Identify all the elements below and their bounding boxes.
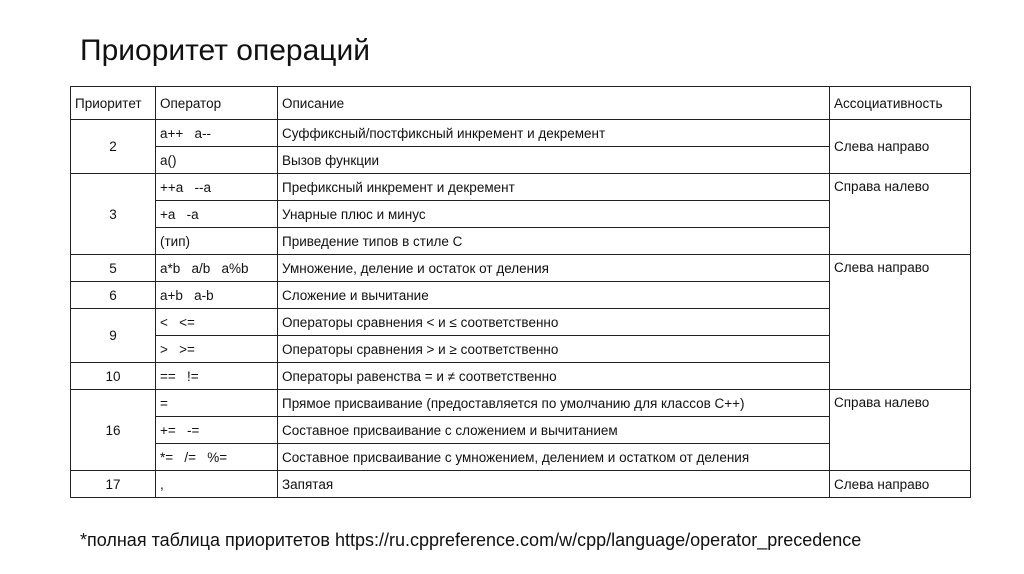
description-cell: Приведение типов в стиле C bbox=[278, 228, 830, 255]
operator-cell: a*b a/b a%b bbox=[156, 255, 278, 282]
description-cell: Вызов функции bbox=[278, 147, 830, 174]
description-cell: Умножение, деление и остаток от деления bbox=[278, 255, 830, 282]
associativity-cell: Справа налево bbox=[830, 174, 971, 255]
operator-cell: a++ a-- bbox=[156, 120, 278, 147]
priority-cell: 10 bbox=[71, 363, 156, 390]
operator-precedence-table bbox=[70, 86, 971, 498]
slide-title: Приоритет операций bbox=[80, 34, 370, 67]
operator-cell: , bbox=[156, 471, 278, 498]
operator-cell: < <= bbox=[156, 309, 278, 336]
description-cell: Префиксный инкремент и декремент bbox=[278, 174, 830, 201]
operator-cell: +a -a bbox=[156, 201, 278, 228]
description-cell: Операторы сравнения > и ≥ соответственно bbox=[278, 336, 830, 363]
operator-cell: > >= bbox=[156, 336, 278, 363]
operator-cell: a() bbox=[156, 147, 278, 174]
priority-cell: 17 bbox=[71, 471, 156, 498]
header-associativity: Ассоциативность bbox=[830, 87, 971, 120]
table-row bbox=[71, 174, 971, 201]
description-cell: Операторы сравнения < и ≤ соответственно bbox=[278, 309, 830, 336]
priority-cell: 6 bbox=[71, 282, 156, 309]
operator-cell: ++a --a bbox=[156, 174, 278, 201]
priority-cell: 2 bbox=[71, 120, 156, 174]
header-operator: Оператор bbox=[156, 87, 278, 120]
description-cell: Составное присваивание с сложением и вычитанием bbox=[278, 417, 830, 444]
description-cell: Прямое присваивание (предоставляется по умолчанию для классов C++) bbox=[278, 390, 830, 417]
associativity-cell: Слева направо bbox=[830, 471, 971, 498]
operator-cell: *= /= %= bbox=[156, 444, 278, 471]
header-description: Описание bbox=[278, 87, 830, 120]
description-cell: Суффиксный/постфиксный инкремент и декремент bbox=[278, 120, 830, 147]
description-cell: Составное присваивание с умножением, делением и остатком от деления bbox=[278, 444, 830, 471]
footnote: *полная таблица приоритетов https://ru.cppreference.com/w/cpp/language/operator_precedence bbox=[80, 530, 862, 550]
description-cell: Операторы равенства = и ≠ соответственно bbox=[278, 363, 830, 390]
table-row bbox=[71, 471, 971, 498]
priority-cell: 16 bbox=[71, 390, 156, 471]
table-row bbox=[71, 120, 971, 147]
associativity-cell: Слева направо bbox=[830, 255, 971, 390]
operator-cell: (тип) bbox=[156, 228, 278, 255]
priority-cell: 9 bbox=[71, 309, 156, 363]
associativity-cell: Справа налево bbox=[830, 390, 971, 471]
description-cell: Унарные плюс и минус bbox=[278, 201, 830, 228]
operator-cell: += -= bbox=[156, 417, 278, 444]
table-header-row bbox=[71, 87, 971, 120]
associativity-cell: Слева направо bbox=[830, 120, 971, 174]
operator-cell: == != bbox=[156, 363, 278, 390]
priority-cell: 5 bbox=[71, 255, 156, 282]
operator-cell: a+b a-b bbox=[156, 282, 278, 309]
table-row bbox=[71, 390, 971, 417]
table-row bbox=[71, 255, 971, 282]
priority-cell: 3 bbox=[71, 174, 156, 255]
description-cell: Сложение и вычитание bbox=[278, 282, 830, 309]
description-cell: Запятая bbox=[278, 471, 830, 498]
header-priority: Приоритет bbox=[71, 87, 156, 120]
operator-cell: = bbox=[156, 390, 278, 417]
